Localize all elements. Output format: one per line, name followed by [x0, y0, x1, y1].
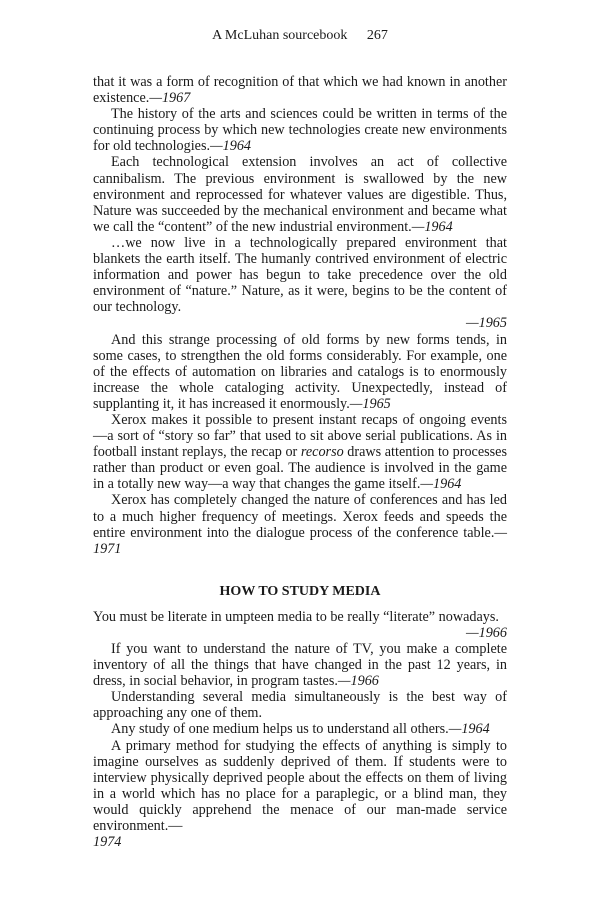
date: —1964 — [210, 138, 252, 155]
page-body — [93, 74, 507, 850]
paragraph: Each technological extension involves an act of collective cannibalism. The previous environment is swallowed by the new environment and reprocessed for whatever values are digestible. Thus, Nature was succeeded by the mechanical environment and became what we call the “content” of the new industrial environment.—1964 — [93, 154, 507, 235]
paragraph: Xerox makes it possible to present instant recaps of ongoing events—a sort of “story so far” that used to sit above serial publications. As in football instant replays, the recap or recorso draws attention to processes rather than product or even goal. The audience is involved in the game in a totally new way—a way that changes the game itself.—1964 — [93, 411, 507, 493]
paragraph: Understanding several media simultaneously is the best way of approaching any one of them. — [93, 689, 507, 722]
date: —1971 — [93, 524, 507, 557]
running-title: A McLuhan sourcebook — [212, 28, 348, 43]
section-heading: HOW TO STUDY MEDIA — [219, 583, 381, 599]
paragraph: that it was a form of recognition of that which we had known in another existence.—1967 — [93, 74, 507, 107]
date: —1964 — [420, 476, 462, 493]
date: —1967 — [149, 90, 191, 107]
date: —1966 — [466, 624, 507, 641]
running-head — [93, 28, 507, 44]
date: —1965 — [349, 395, 391, 412]
date: —1964 — [448, 721, 490, 738]
paragraph: And this strange processing of old forms by new forms tends, in some cases, to strengthen the old forms considerably. For example, one of the effects of automation on libraries and catalogs is to enormously increase the whole cataloging activity. Unexpectedly, instead of supplanting it, it has increased it enormously.—1965 — [93, 331, 507, 412]
italic-term: recorso — [300, 444, 344, 461]
date: —1964 — [411, 218, 453, 235]
paragraph: You must be literate in umpteen media to be really “literate” nowadays. —1966 — [93, 608, 507, 641]
paragraph: A primary method for studying the effects of anything is simply to imagine ourselves as suddenly deprived of them. If students were to interview physically deprived people about the effects on them of living in a world which has no place for a paraplegic, or a blind man, they would quickly apprehend the menace of our man-made service environment.— 1974 — [93, 737, 507, 851]
date: 1974 — [93, 834, 122, 851]
paragraph: Any study of one medium helps us to understand all others.—1964 — [111, 721, 490, 738]
paragraph: If you want to understand the nature of TV, you make a complete inventory of all the things that have changed in the past 12 years, in dress, in social behavior, in program tastes.—1966 — [93, 641, 507, 690]
paragraph: …we now live in a technologically prepared environment that blankets the earth itself. The humanly contrived environment of electric information and power has begun to take precedence over the old environment of “nature.” Nature, as it were, begins to be the content of our technology. —1965 — [93, 234, 507, 332]
date: —1966 — [337, 673, 379, 690]
paragraph: Xerox has completely changed the nature of conferences and has led to a much higher frequency of meetings. Xerox feeds and speeds the entire environment into the dialogue process of the conference table.—1971 — [93, 492, 507, 557]
date: —1965 — [466, 315, 507, 332]
paragraph: The history of the arts and sciences could be written in terms of the continuing process by which new technologies create new environments for old technologies.—1964 — [93, 106, 507, 155]
page-number: 267 — [366, 28, 388, 43]
